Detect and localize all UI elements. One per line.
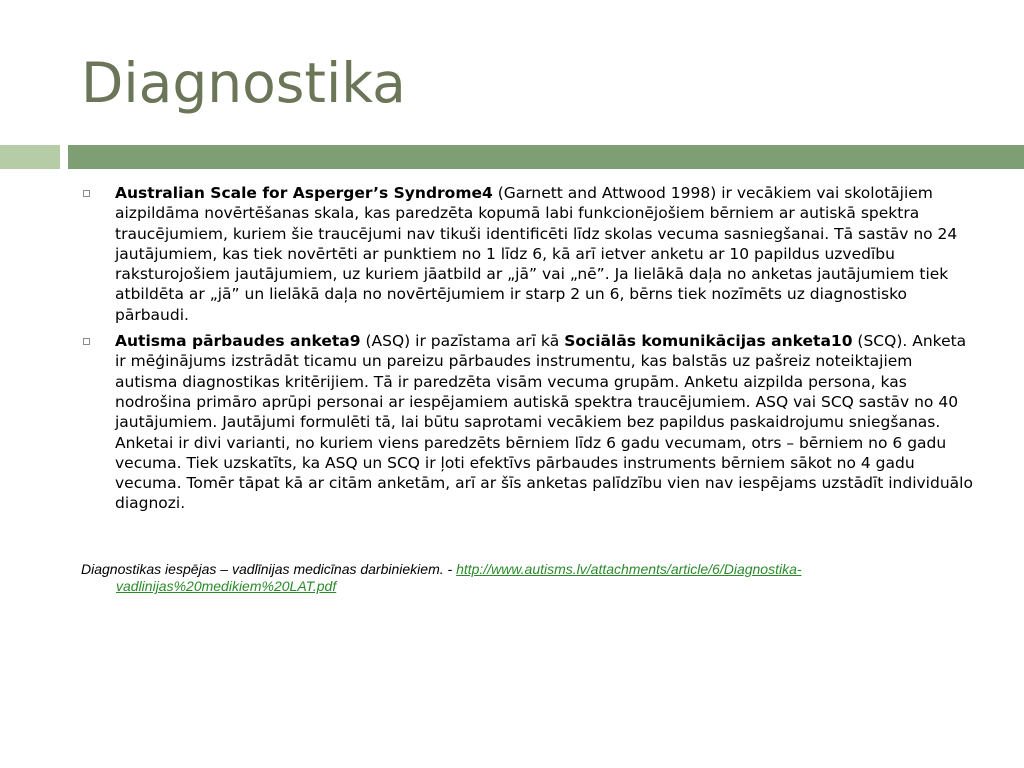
bullet-bold-asq: Autisma pārbaudes anketa9 <box>115 332 361 351</box>
divider-light-segment <box>0 145 60 169</box>
bullet-bold-asas: Australian Scale for Asperger’s Syndrome4 <box>115 184 493 202</box>
bullet-text-asq-2: (SCQ). Anketa ir mēģinājums izstrādāt ticamu un pareizu pārbaudes instrumentu, kas balstās uz pašreiz noteiktajiem autisma diagnostikas kritērijiem. Tā ir paredzēta visām vecuma grupām. Anketu aizpilda persona, kas nodrošina primāro aprūpi personai ar iespējamiem autiskā spektra traucējumiem. ASQ vai SCQ sastāv no 40 jautājumiem. Jautājumi formulēti tā, lai būtu saprotami vecākiem bez papildus paskaidrojumu sniegšanas. Anketai ir divi varianti, no kuriem viens paredzēts bērniem līdz 6 gadu vecumam, otrs – bērniem no 6 gadu vecuma. Tiek uzskatīts, ka ASQ un SCQ ir ļoti efektīvs pārbaudes instruments bērniem sākot no 4 gadu vecuma. Tomēr tāpat kā ar citām anketām, arī ar šīs anketas palīdzību vien nav iespējams uzstādīt individuālo diagnozi. <box>115 332 973 513</box>
divider-dark-segment <box>68 145 1024 169</box>
footnote-link-part1[interactable]: http://www.autisms.lv/attachments/article/6/Diagnostika- <box>456 561 802 577</box>
footnote-text: Diagnostikas iespējas – vadlīnijas medicīnas darbiniekiem. - <box>81 561 457 577</box>
source-footnote <box>81 561 981 595</box>
bullet-list <box>81 183 976 520</box>
bullet-bold-scq: Sociālās komunikācijas anketa10 <box>564 332 853 351</box>
footnote-link-part2[interactable]: vadlinijas%20medikiem%20LAT.pdf <box>116 578 337 594</box>
bullet-item-asq <box>81 331 976 514</box>
bullet-item-asas <box>81 183 976 325</box>
square-bullet-icon <box>83 190 90 197</box>
slide-title: Diagnostika <box>81 51 406 115</box>
bullet-text-asq-1: (ASQ) ir pazīstama arī kā <box>360 332 565 351</box>
bullet-text-asas: (Garnett and Attwood 1998) ir vecākiem vai skolotājiem aizpildāma novērtēšanas skala, kas paredzēta kopumā labi funkcionējošiem bērniem ar autiskā spektra traucējumiem, kuriem šie traucējumi nav tikuši identificēti līdz skolas vecuma sasniegšanai. Tā sastāv no 24 jautājumiem, kas tiek novērtēti ar punktiem no 1 līdz 6, kā arī ietver anketu ar 10 papildus uzvedību raksturojošiem jautājumiem, uz kuriem jāatbild ar „jā” vai „nē”. Ja lielākā daļa no anketas jautājumiem tiek atbildēta ar „jā” un lielākā daļa no novērtējumiem ir starp 2 un 6, bērns tiek nozīmēts uz diagnostisko pārbaudi. <box>115 184 958 324</box>
title-divider-band <box>0 145 1024 169</box>
square-bullet-icon <box>83 338 90 345</box>
